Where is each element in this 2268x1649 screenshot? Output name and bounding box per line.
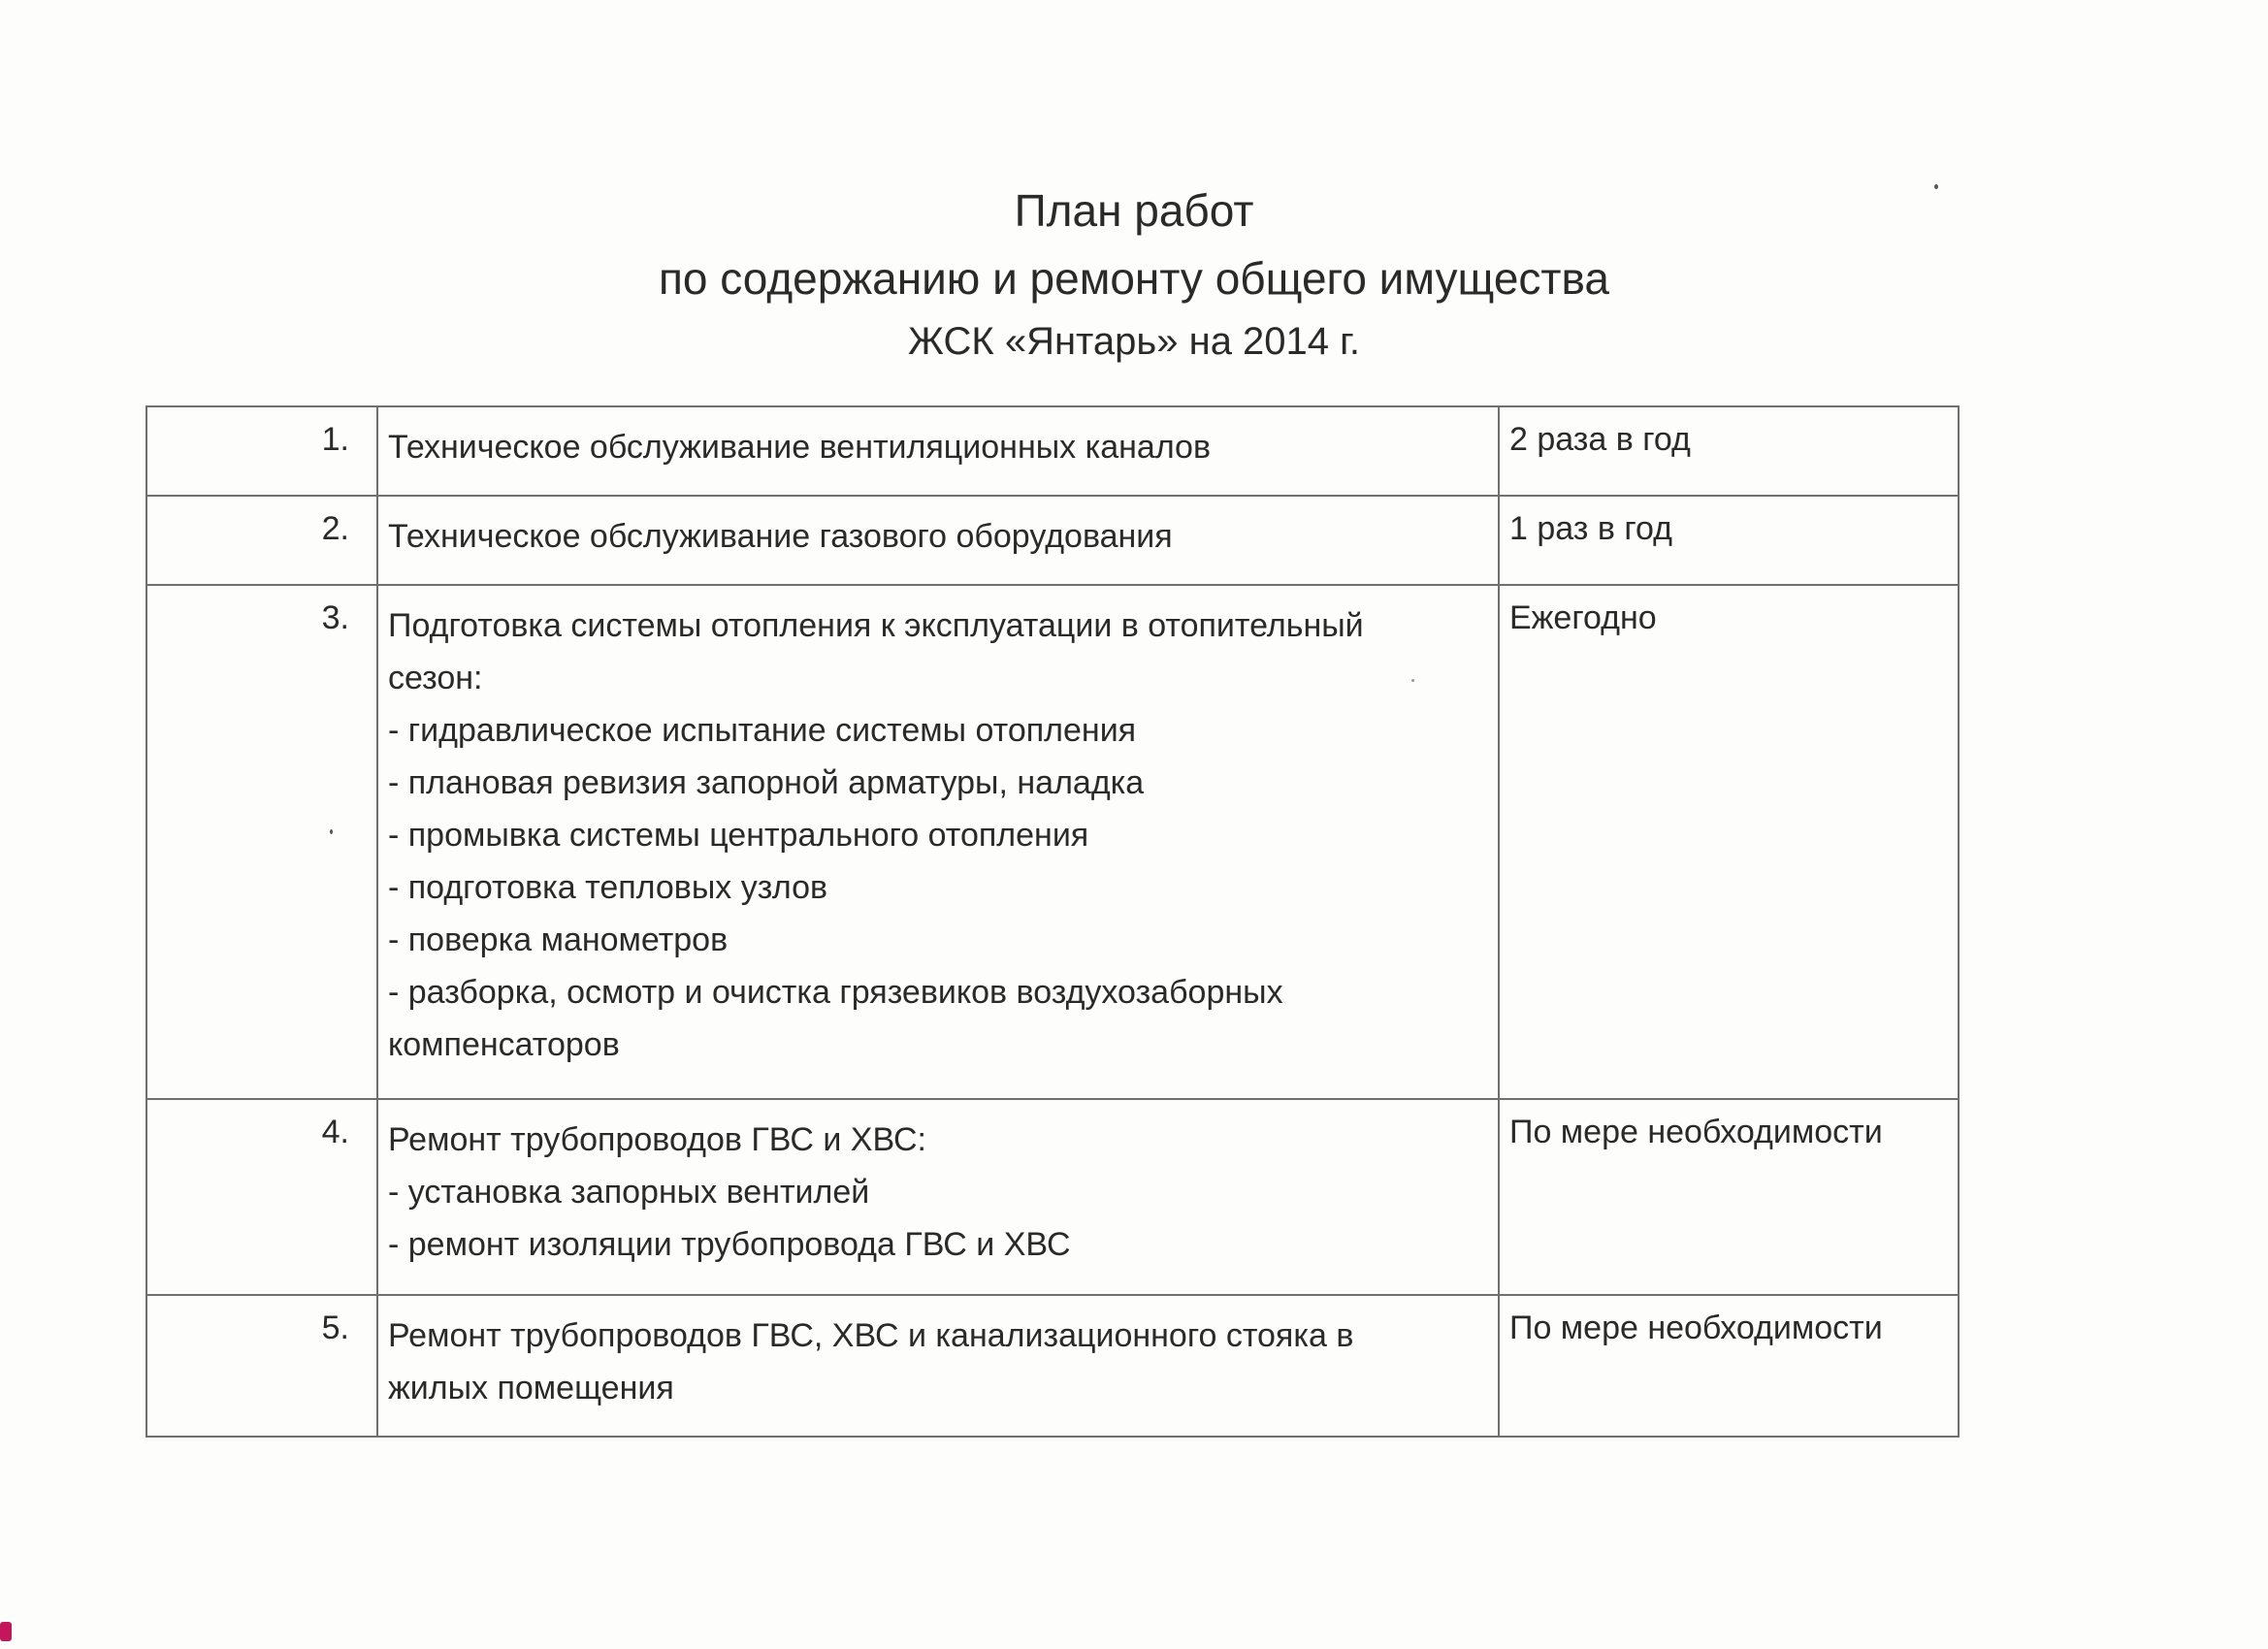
work-description — [377, 1099, 1499, 1295]
work-plan-table — [146, 405, 1960, 1438]
document-subtitle: по содержанию и ремонту общего имущества — [658, 253, 1609, 304]
description-line: Ремонт трубопроводов ГВС, ХВС и канализационного стояка в — [388, 1317, 1354, 1354]
scan-speck — [1411, 679, 1414, 682]
work-description — [377, 496, 1499, 585]
description-line: - ремонт изоляции трубопровода ГВС и ХВС — [388, 1226, 1071, 1263]
scan-speck — [330, 829, 333, 834]
description-line: - поверка манометров — [388, 922, 729, 958]
description-line: сезон: — [388, 660, 483, 696]
row-number: 4. — [146, 1099, 377, 1295]
work-description — [377, 1295, 1499, 1437]
description-line: Подготовка системы отопления к эксплуатации в отопительный — [388, 607, 1364, 644]
work-frequency: По мере необходимости — [1499, 1295, 1959, 1437]
description-line: жилых помещения — [388, 1370, 674, 1406]
table-row — [146, 1295, 1959, 1437]
row-number: 2. — [146, 496, 377, 585]
work-frequency: 1 раз в год — [1499, 496, 1959, 585]
table-row — [146, 496, 1959, 585]
description-line: Ремонт трубопроводов ГВС и ХВС: — [388, 1121, 926, 1158]
description-line: Техническое обслуживание газового оборудования — [388, 518, 1173, 555]
row-number: 3. — [146, 585, 377, 1099]
row-number: 1. — [146, 406, 377, 496]
work-frequency: 2 раза в год — [1499, 406, 1959, 496]
work-description — [377, 585, 1499, 1099]
description-line: компенсаторов — [388, 1026, 620, 1063]
work-frequency: По мере необходимости — [1499, 1099, 1959, 1295]
description-line: - промывка системы центрального отопления — [388, 817, 1089, 854]
row-number: 5. — [146, 1295, 377, 1437]
table-row — [146, 1099, 1959, 1295]
document-title: План работ — [1014, 185, 1254, 236]
description-line: Техническое обслуживание вентиляционных каналов — [388, 429, 1212, 466]
description-line: - разборка, осмотр и очистка грязевиков воздухозаборных — [388, 974, 1283, 1011]
scan-speck — [1934, 184, 1938, 189]
table-row — [146, 406, 1959, 496]
table-row — [146, 585, 1959, 1099]
scan-edge-mark — [0, 1622, 12, 1641]
description-line: - гидравлическое испытание системы отопления — [388, 712, 1137, 749]
work-frequency: Ежегодно — [1499, 585, 1959, 1099]
description-line: - подготовка тепловых узлов — [388, 869, 828, 906]
description-line: - плановая ревизия запорной арматуры, наладка — [388, 764, 1145, 801]
description-line: - установка запорных вентилей — [388, 1174, 870, 1211]
document-organization-year: ЖСК «Янтарь» на 2014 г. — [908, 320, 1360, 363]
work-description — [377, 406, 1499, 496]
